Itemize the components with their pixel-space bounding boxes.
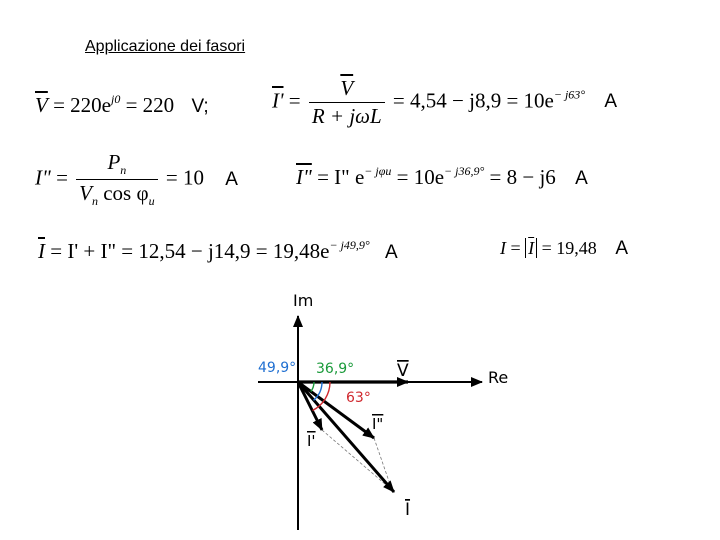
construction-line-1 bbox=[322, 430, 392, 490]
page-title: Applicazione dei fasori bbox=[85, 38, 246, 55]
equation-voltage: $\overline{V} = 220e^{j0} = 220$ V; bbox=[35, 92, 209, 117]
equation-total-modulus: $I = \overline{I} = 19,48$ A bbox=[500, 238, 628, 259]
label-angle-i1: 63° bbox=[346, 390, 371, 406]
label-phasor-v: V bbox=[397, 361, 409, 381]
unit-volt: V; bbox=[191, 96, 209, 117]
equation-current-2-phasor: I" = I" $e^{- j\varphi u} = 10e^{- j36,9^\circ} = 8 - j6$ A bbox=[296, 164, 588, 189]
label-re-axis: Re bbox=[488, 368, 509, 387]
equation-total-current: $\overline{I} = I' + I$" = $12,54 - j14,9 = 19,48e^{- j49,9^\circ}$ A bbox=[38, 238, 398, 263]
equation-current-2-modulus: I" = $\frac{P_n}{V_n \cos \varphi_u}$ = 10 A bbox=[35, 150, 238, 209]
label-im-axis: Im bbox=[293, 291, 314, 310]
fraction-power-over-voltage: $\frac{P_n}{V_n \cos \varphi_u}$ bbox=[76, 150, 157, 209]
label-angle-i2: 36,9° bbox=[316, 361, 355, 377]
fraction-v-over-impedance: $\frac{\overline{V}}{\text{R + jωL}}$ bbox=[309, 76, 385, 129]
label-phasor-i2: I" bbox=[372, 415, 384, 433]
label-phasor-i1: I' bbox=[307, 432, 316, 450]
equation-current-1: I' = $\frac{\overline{V}}{\text{R + jωL}}$ = $4,54 - j8,9 = 10e^{- j63^\circ}$ A bbox=[272, 76, 618, 128]
label-phasor-i: I bbox=[405, 500, 411, 520]
label-angle-total: 49,9° bbox=[258, 360, 297, 376]
phasor-v-symbol: $\overline{V}$ bbox=[35, 93, 48, 117]
